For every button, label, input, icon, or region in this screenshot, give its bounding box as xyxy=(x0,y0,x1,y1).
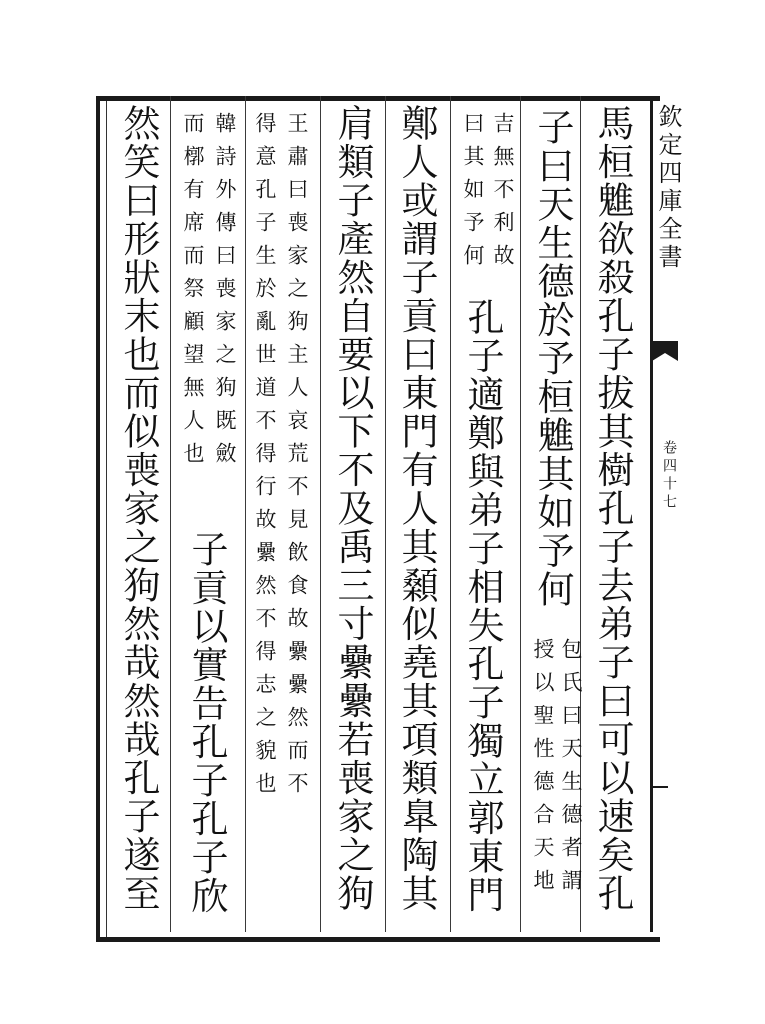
column-rule xyxy=(170,96,171,932)
commentary-column-6-right: 王肅曰喪家之狗主人哀荒不見飲食故纍纍然而不 xyxy=(285,112,309,805)
commentary-column-2-left: 授以聖性德合天地 xyxy=(531,638,555,902)
margin-volume: 卷四十七 xyxy=(661,440,677,512)
text-column-5: 肩類子產然自要以下不及禹三寸纍纍若喪家之狗 xyxy=(331,104,374,913)
text-column-2: 子曰天生德於予桓魋其如予何 xyxy=(531,108,574,609)
column-rule xyxy=(245,96,246,932)
column-rule xyxy=(320,96,321,932)
commentary-column-3-right: 吉無不利故 xyxy=(491,112,515,277)
text-column-7: 子貢以實告孔子孔子欣 xyxy=(185,530,228,915)
margin-book-title: 欽定四庫全書 xyxy=(654,104,682,272)
column-rule xyxy=(520,96,521,932)
text-column-3: 孔子適鄭與弟子相失孔子獨立郭東門 xyxy=(461,298,504,914)
margin-tick xyxy=(650,786,668,788)
commentary-column-6-left: 得意孔子生於亂世道不得行故纍然不得志之貌也 xyxy=(253,112,277,805)
text-column-4: 鄭人或謂子貢曰東門有人其顙似堯其項類臯陶其 xyxy=(395,104,438,913)
column-rule xyxy=(385,96,386,932)
fish-tail-mark xyxy=(652,341,678,361)
commentary-column-7-right: 韓詩外傳曰喪家之狗既斂 xyxy=(213,112,237,475)
text-column-1: 馬桓魋欲殺孔子拔其樹孔子去弟子曰可以速矣孔 xyxy=(591,104,634,913)
commentary-column-7-left: 而槨有席而祭顧望無人也 xyxy=(181,112,205,475)
text-column-8: 然笑曰形狀末也而似喪家之狗然哉然哉孔子遂至 xyxy=(117,104,160,913)
frame-inner-rule xyxy=(106,101,107,937)
commentary-column-3-left: 曰其如予何 xyxy=(461,112,485,277)
margin-edge-line xyxy=(650,96,653,932)
column-rule xyxy=(450,96,451,932)
commentary-column-2-right: 包氏曰天生德者謂 xyxy=(559,638,583,902)
